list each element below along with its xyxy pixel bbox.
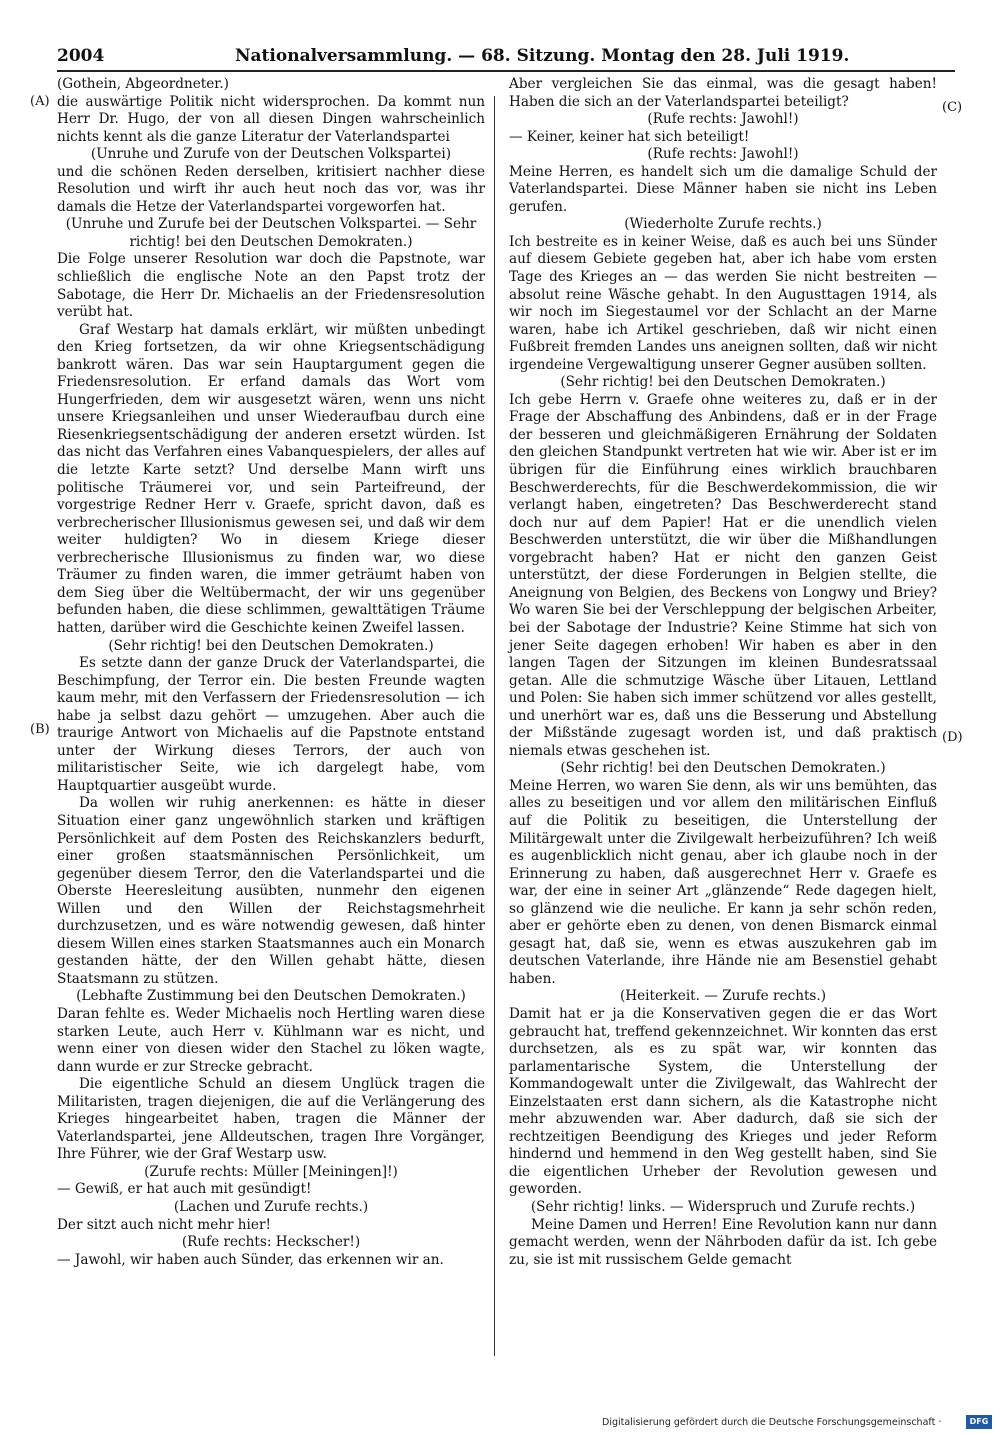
interjection: (Sehr richtig! bei den Deutschen Demokraten.): [560, 374, 886, 391]
header-rule: [57, 70, 955, 72]
running-title: Nationalversammlung. — 68. Sitzung. Montag den 28. Juli 1919.: [235, 46, 850, 66]
paragraph: Die Folge unserer Resolution war doch die Papstnote, war schließlich die englische Note an den Papst trotz der Sabotage, die Herr Dr. Michaelis an der Friedensresolution verübt hat.: [57, 251, 485, 321]
margin-marker-a: (A): [30, 94, 50, 109]
interjection: (Rufe rechts: Jawohl!): [647, 111, 799, 128]
interjection: (Rufe rechts: Heckscher!): [181, 1234, 361, 1251]
right-column: [509, 76, 937, 1269]
page-header: [57, 44, 955, 72]
interjection: (Lachen und Zurufe rechts.): [173, 1199, 369, 1215]
paragraph: Daran fehlte es. Weder Michaelis noch Hertling waren diese starken Leute, auch Herr v. Kühlmann war es nicht, und wenn einer von diesen wider den Stachel zu löken wagte, dann wurde er zur Strecke gebracht.: [57, 1005, 485, 1075]
paragraph: Ich bestreite es in keiner Weise, daß es auch bei uns Sünder auf diesem Gebiete gegeben hat, aber ich habe vom ersten Tage des Krieges an — das werden Sie nicht bestreiten — absolut reine Wäsche gehabt. In den Augusttagen 1914, als wir noch im Siegestaumel vor der Schlacht an der Marne waren, habe ich Artikel geschrieben, daß wir nicht einen Fußbreit fremden Landes uns aneignen sollten, daß wir nicht irgendeine Vergewaltigung unserer Gegner ausüben sollten.: [509, 233, 937, 373]
paragraph: Aber vergleichen Sie das einmal, was die gesagt haben! Haben die sich an der Vaterlandspartei beteiligt?: [509, 76, 937, 110]
interjection: (Heiterkeit. — Zurufe rechts.): [619, 988, 827, 1005]
paragraph: Meine Herren, es handelt sich um die damalige Schuld der Vaterlandspartei. Diese Männer haben sie nicht ins Leben gerufen.: [509, 163, 937, 215]
paragraph: Der sitzt auch nicht mehr hier!: [57, 1216, 271, 1233]
interjection: (Unruhe und Zurufe von der Deutschen Volkspartei): [90, 146, 452, 163]
paragraph: Ich gebe Herrn v. Graefe ohne weiteres zu, daß er in der Frage der Abschaffung des Anbindens, daß er in der Frage der besseren und gleichmäßigeren Ernährung der Soldaten den gleichen Standpunkt vertreten hat wie wir. Aber ist er im übrigen für die Einführung eines wirklich brauchbaren Beschwerderechts, für die Beschwerdekommission, die wir verlangt haben, eingetreten? Das Beschwerderecht stand doch nur auf dem Papier! Hat er die unendlich vielen Beschwerden unterstützt, die wir über die Mißhandlungen vorgebracht haben? Hat er nicht den ganzen Geist unterstützt, der diese Forderungen in Belgien stellte, die Aneignung von Belgien, des Beckens von Longwy und Briey? Wo waren Sie bei der Verschleppung der belgischen Arbeiter, bei der Sabotage der Industrie? Keine Stimme hat sich von jener Seite dagegen erhoben! Wir haben es aber in den langen Tagen der Sitzungen im kleinen Bundesratssaal getan. Alle die schmutzige Wäsche über Litauen, Lettland und Polen: Sie haben sich immer schützend vor alles gestellt, und unerhört war es, daß uns die Besserung und Abstellung der Mißstände zugesagt worden ist, und daß praktisch niemals etwas geschehen ist.: [509, 391, 937, 759]
interjection: (Wiederholte Zurufe rechts.): [624, 216, 822, 233]
interjection: (Rufe rechts: Jawohl!): [647, 146, 799, 163]
margin-marker-b: (B): [30, 722, 50, 737]
digitization-credit: Digitalisierung gefördert durch die Deutsche Forschungsgemeinschaft ·: [602, 1417, 942, 1428]
paragraph: Da wollen wir ruhig anerkennen: es hätte in dieser Situation einer ganz ungewöhnlich starken und kräftigen Persönlichkeit auf dem Posten des Reichskanzlers bedurft, einer großen staatsmännischen Persönlichkeit, um gegenüber diesem Terror, den die Vaterlandspartei und die Oberste Heeresleitung ausübten, nunmehr den eigenen Willen und den Willen der Reichstagsmehrheit durchzusetzen, und es wäre notwendig gewesen, daß hinter diesem Willen eines starken Staatsmannes auch ein Monarch gestanden hätte, der den Willen gehabt hätte, diesen Staatsmann zu stützen.: [57, 795, 485, 987]
paragraph: Meine Damen und Herren! Eine Revolution kann nur dann gemacht werden, wenn der Nährboden dafür da ist. Ich gebe zu, sie ist mit russischem Gelde gemacht: [509, 1216, 937, 1268]
page-number: 2004: [57, 46, 105, 66]
paragraph: — Jawohl, wir haben auch Sünder, das erkennen wir an.: [57, 1251, 444, 1268]
dfg-logo: DFG: [966, 1415, 992, 1429]
interjection: (Sehr richtig! bei den Deutschen Demokraten.): [108, 637, 434, 654]
paragraph: die auswärtige Politik nicht widersprochen. Da kommt nun Herr Dr. Hugo, der von all diesen Dingen wahrscheinlich nichts kennt als die ganze Literatur der Vaterlandspartei: [57, 93, 485, 145]
column-divider: [494, 96, 495, 1356]
interjection: (Zurufe rechts: Müller [Meiningen]!): [144, 1163, 398, 1180]
interjection: (Lebhafte Zustimmung bei den Deutschen Demokraten.): [76, 988, 466, 1005]
left-column: [57, 76, 485, 1269]
interjection: (Unruhe und Zurufe bei der Deutschen Volkspartei. — Sehr richtig! bei den Deutschen Demokraten.): [65, 216, 477, 250]
interjection: (Sehr richtig! links. — Widerspruch und Zurufe rechts.): [530, 1199, 916, 1215]
margin-marker-d: (D): [942, 730, 963, 745]
paragraph: Die eigentliche Schuld an diesem Unglück tragen die Militaristen, tragen diejenigen, die auf die Verlängerung des Krieges hingearbeitet haben, tragen die Männer der Vaterlandspartei, jene Alldeutschen, tragen Ihre Vorgänger, Ihre Führer, wie der Graf Westarp usw.: [57, 1076, 485, 1163]
speaker-tag: (Gothein, Abgeordneter.): [57, 76, 229, 92]
paragraph: Graf Westarp hat damals erklärt, wir müßten unbedingt den Krieg fortsetzen, da wir ohne Kriegsentschädigung bankrott wären. Das war sein Hauptargument gegen die Friedensresolution. Er erfand damals das Wort vom Hungerfrieden, dem wir ausgesetzt wären, wenn uns nicht unsere Kriegsanleihen und unser Wiederaufbau durch eine Riesenkriegsentschädigung der anderen ersetzt würden. Ist das nicht das Verfahren eines Vabanquespielers, der alles auf die letzte Karte setzt? Und derselbe Mann wirft uns politische Träumerei vor, und sein Parteifreund, der vorgestrige Redner Herr v. Graefe, spricht davon, daß es verbrecherischer Illusionismus gewesen sei, und daß wir dem weiter huldigten? Wo in diesem Kriege dieser verbrecherische Illusionismus zu finden war, wo diese Träumer zu finden waren, die immer geträumt haben von dem Sieg über die Weltübermacht, der wir uns gegenüber befunden haben, die diese schlimmen, gewalttätigen Träume hatten, darüber wird die Geschichte keinen Zweifel lassen.: [57, 321, 485, 636]
paragraph: Meine Herren, wo waren Sie denn, als wir uns bemühten, das alles zu beseitigen und vor allem den militärischen Einfluß auf die Politik zu beseitigen, die Unterstellung der Militärgewalt unter die Zivilgewalt herbeizuführen? Ich weiß es augenblicklich nicht genau, aber ich glaube noch in der Erinnerung zu haben, daß ausgerechnet Herr v. Graefe es war, der eine in seiner Art „glänzende“ Rede dagegen hielt, so glänzend wie die neuliche. Er kann ja sehr schön reden, aber er gehörte eben zu denen, von denen Bismarck einmal gesagt hat, daß sie, wenn es etwas auszukehren gab im deutschen Vaterlande, ihre Hände nie am Besenstiel gehabt haben.: [509, 777, 937, 987]
paragraph: und die schönen Reden derselben, kritisiert nachher diese Resolution und wirft ihr auch heut noch das vor, was ihr damals die Hetze der Vaterlandspartei vorgeworfen hat.: [57, 163, 485, 215]
interjection: (Sehr richtig! bei den Deutschen Demokraten.): [560, 760, 886, 777]
paragraph: Damit hat er ja die Konservativen gegen die er das Wort gebraucht hat, treffend gekennzeichnet. Wir konnten das erst durchsetzen, als es zu spät war, wir konnten das parlamentarische System, die Unterstellung der Kommandogewalt unter die Zivilgewalt, das Wahlrecht der Einzelstaaten erst dann sichern, als die Katastrophe nicht mehr abzuwenden war. Aber dadurch, daß sie sich der rechtzeitigen Beendigung des Krieges und jeder Reform hindernd und hemmend in den Weg gestellt haben, sind Sie die eigentlichen Urheber der Revolution gewesen und geworden.: [509, 1005, 937, 1198]
paragraph: — Keiner, keiner hat sich beteiligt!: [509, 128, 750, 145]
margin-marker-c: (C): [942, 100, 963, 115]
paragraph: — Gewiß, er hat auch mit gesündigt!: [57, 1181, 312, 1198]
paragraph: Es setzte dann der ganze Druck der Vaterlandspartei, die Beschimpfung, der Terror ein. Die besten Freunde wagten kaum mehr, mit den Verfassern der Friedensresolution — ich habe ja selbst dazu gehört — umzugehen. Aber auch die traurige Antwort von Michaelis auf die Papstnote entstand unter der Wirkung dieses Terrors, der auch von militaristischer Seite, wie ich dargelegt habe, vom Hauptquartier ausgeübt wurde.: [57, 655, 485, 794]
